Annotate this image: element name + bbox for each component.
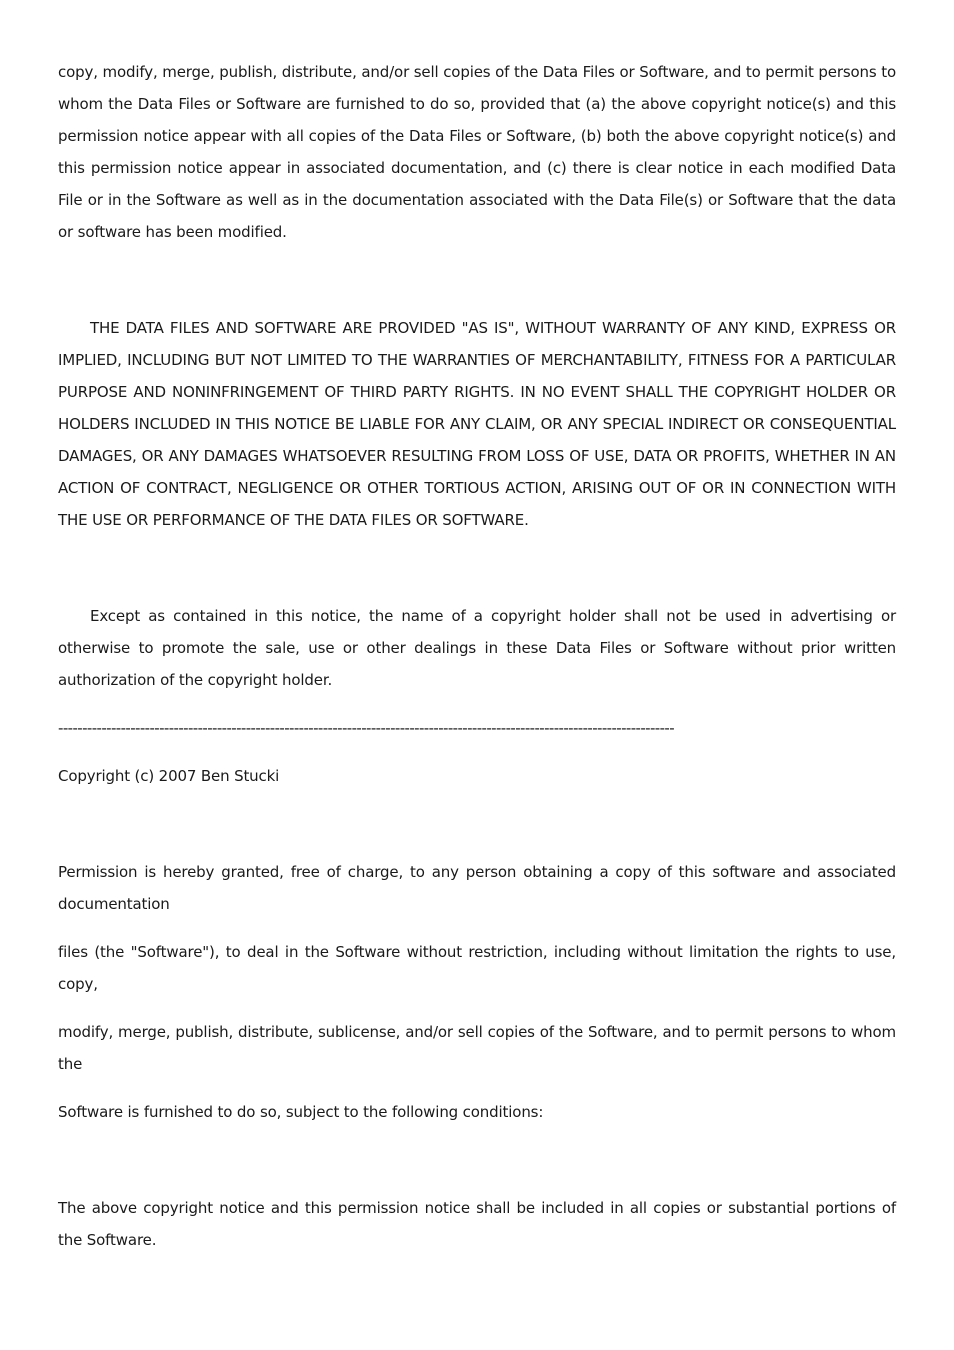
document-page (58, 56, 896, 1256)
advertising-clause-paragraph: Except as contained in this notice, the name of a copyright holder shall not be used in advertising or otherwise to promote the sale, use or other dealings in these Data Files or Software without prior written authorization of the copyright holder. (58, 607, 896, 689)
copyright-line: Copyright (c) 2007 Ben Stucki (58, 767, 280, 785)
warranty-disclaimer-paragraph: THE DATA FILES AND SOFTWARE ARE PROVIDED "AS IS", WITHOUT WARRANTY OF ANY KIND, EXPRESS OR IMPLIED, INCLUDING BUT NOT LIMITED TO THE WARRANTIES OF MERCHANTABILITY, FITNESS FOR A PARTICULAR PURPOSE AND NONINFRINGEMENT OF THIRD PARTY RIGHTS. IN NO EVENT SHALL THE COPYRIGHT HOLDER OR HOLDERS INCLUDED IN THIS NOTICE BE LIABLE FOR ANY CLAIM, OR ANY SPECIAL INDIRECT OR CONSEQUENTIAL DAMAGES, OR ANY DAMAGES WHATSOEVER RESULTING FROM LOSS OF USE, DATA OR PROFITS, WHETHER IN AN ACTION OF CONTRACT, NEGLIGENCE OR OTHER TORTIOUS ACTION, ARISING OUT OF OR IN CONNECTION WITH THE USE OR PERFORMANCE OF THE DATA FILES OR SOFTWARE. (58, 319, 896, 529)
section-divider: -------------------------------------------------------------------------------------------------------------------------------- (58, 719, 675, 737)
permission-line-2: files (the "Software"), to deal in the Software without restriction, including without limitation the rights to use, copy, (58, 943, 896, 993)
license-paragraph-permission: copy, modify, merge, publish, distribute, and/or sell copies of the Data Files or Software, and to permit persons to whom the Data Files or Software are furnished to do so, provided that (a) the above copyright notice(s) and this permission notice appear with all copies of the Data Files or Software, (b) both the above copyright notice(s) and this permission notice appear in associated documentation, and (c) there is clear notice in each modified Data File or in the Software as well as in the documentation associated with the Data File(s) or Software that the data or software has been modified. (58, 63, 896, 241)
notice-inclusion-paragraph: The above copyright notice and this permission notice shall be included in all copies or substantial portions of the Software. (58, 1199, 896, 1249)
permission-line-3: modify, merge, publish, distribute, sublicense, and/or sell copies of the Software, and to permit persons to whom the (58, 1023, 896, 1073)
permission-line-1: Permission is hereby granted, free of charge, to any person obtaining a copy of this software and associated documentation (58, 863, 896, 913)
permission-line-4: Software is furnished to do so, subject to the following conditions: (58, 1103, 544, 1121)
